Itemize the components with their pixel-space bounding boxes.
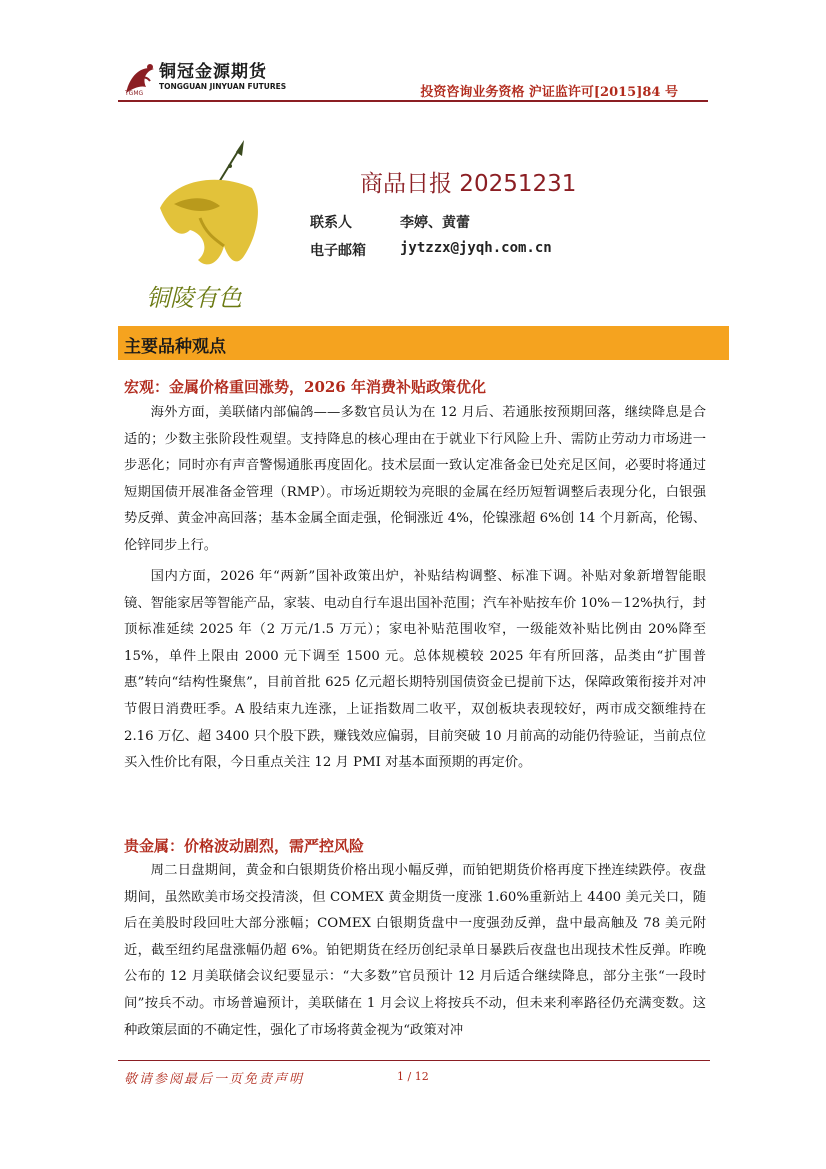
page-number: 1 / 12	[397, 1070, 429, 1083]
precious-metals-heading: 贵金属：价格波动剧烈，需严控风险	[124, 837, 365, 855]
macro-paragraph-domestic: 国内方面，2026 年“两新”国补政策出炉，补贴结构调整、标准下调。补贴对象新增智能眼镜、智能家居等智能产品，家装、电动自行车退出国补范围；汽车补贴按车价 10%－12%执行，封顶标准延续 2025 年（2 万元/1.5 万元）；家电补贴范围收窄，一级能效补贴比例由 20%降至 15%，单件上限由 2000 元下调至 1500 元。总体规模较 2025 年有所回落，品类由“扩围普惠”转向“结构性聚焦”，目前首批 625 亿元超长期特别国债资金已提前下达，保障政策衔接并对冲节假日消费旺季。A 股结束九连涨，上证指数周二收平，双创板块表现较好，两市成交额维持在 2.16 万亿、超 3400 只个股下跌，赚钱效应偏弱，目前突破 10 月前高的动能仍待验证，当前点位买入性价比有限，今日重点关注 12 月 PMI 对基本面预期的再定价。	[124, 569, 706, 771]
license-text: 投资咨询业务资格 沪证监许可[2015]84 号	[420, 85, 678, 100]
contact-label: 联系人	[310, 215, 352, 231]
footer-divider	[118, 1060, 710, 1061]
precious-metals-paragraph: 周二日盘期间，黄金和白银期货价格出现小幅反弹，而铂钯期货价格再度下挫连续跌停。夜盘期间，虽然欧美市场交投清淡，但 COMEX 黄金期货一度涨 1.60%重新站上 4400 美元关口，随后在美股时段回吐大部分涨幅；COMEX 白银期货盘中一度强劲反弹，盘中最高触及 78 美元附近，截至纽约尾盘涨幅仍超 6%。铂钯期货在经历创纪录单日暴跌后夜盘也出现技术性反弹。昨晚公布的 12 月美联储会议纪要显示：“大多数”官员预计 12 月后适合继续降息，部分主张“一段时间”按兵不动。市场普遍预计，美联储在 1 月会议上将按兵不动，但未来利率路径仍充满变数。这种政策层面的不确定性，强化了市场将黄金视为“政策对冲	[124, 863, 706, 1038]
email-value: jytzzx@jyqh.com.cn	[400, 240, 552, 256]
company-name: 铜冠金源期货	[159, 62, 267, 82]
macro-paragraph-overseas: 海外方面，美联储内部偏鸽——多数官员认为在 12 月后、若通胀按预期回落，继续降息是合适的；少数主张阶段性观望。支持降息的核心理由在于就业下行风险上升、需防止劳动力市场进一步恶化；同时亦有声音警惕通胀再度固化。技术层面一致认定准备金已处充足区间，必要时将通过短期国债开展准备金管理（RMP）。市场近期较为亮眼的金属在经历短暂调整后表现分化，白银强势反弹、黄金冲高回落；基本金属全面走强，伦铜涨近 4%，伦镍涨超 6%创 14 个月新高，伦锡、伦锌同步上行。	[124, 405, 706, 553]
company-english-name: TONGGUAN JINYUAN FUTURES	[159, 82, 287, 91]
macro-heading: 宏观：金属价格重回涨势，2026 年消费补贴政策优化	[124, 378, 486, 396]
header-divider	[118, 100, 708, 102]
emblem-caption: 铜陵有色	[146, 284, 242, 312]
footer-disclaimer: 敬请参阅最后一页免责声明	[124, 1072, 305, 1087]
contact-value: 李婷、黄蕾	[400, 215, 470, 231]
emblem-icon	[140, 138, 290, 318]
company-abbreviation: TGMG	[125, 90, 144, 97]
section-title: 主要品种观点	[124, 337, 226, 357]
report-title: 商品日报 20251231	[360, 171, 577, 197]
email-label: 电子邮箱	[310, 243, 366, 259]
